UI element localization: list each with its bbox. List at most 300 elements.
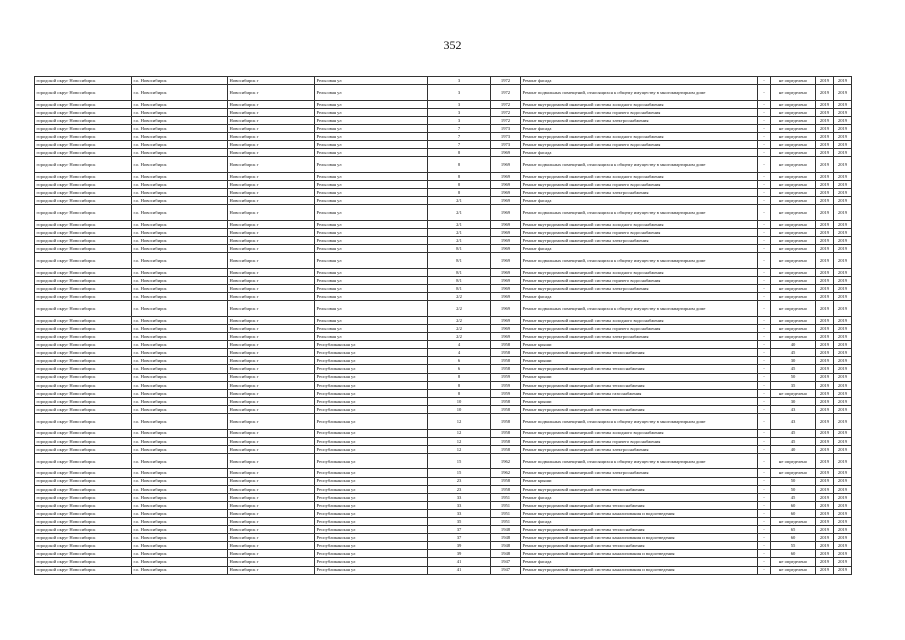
wear-cell: не определено (771, 157, 816, 173)
house-number-cell: 3 (428, 116, 491, 124)
house-number-cell: 2/1 (428, 237, 491, 245)
year-start-cell: 2019 (816, 108, 834, 116)
table-row (35, 365, 852, 373)
year-end-cell: 2019 (834, 100, 852, 108)
wear-cell: не определено (771, 197, 816, 205)
build-year-cell: 1972 (491, 100, 521, 108)
dash-cell: - (758, 365, 771, 373)
municipality-cell: городской округ Новосибирск (35, 253, 132, 269)
build-year-cell: 1972 (491, 77, 521, 85)
street-cell: Рельсовая ул (315, 141, 428, 149)
year-start-cell: 2019 (816, 349, 834, 357)
city-cell: Новосибирск г (228, 365, 315, 373)
work-type-cell: Ремонт фасада (521, 245, 758, 253)
house-number-cell: 15 (428, 469, 491, 477)
wear-cell: не определено (771, 518, 816, 526)
year-end-cell: 2019 (834, 181, 852, 189)
municipality-cell: городской округ Новосибирск (35, 197, 132, 205)
house-number-cell: 8 (428, 157, 491, 173)
year-end-cell: 2019 (834, 357, 852, 365)
street-cell: Республиканская ул (315, 558, 428, 566)
municipality-cell: городской округ Новосибирск (35, 301, 132, 317)
wear-cell: не определено (771, 566, 816, 574)
dash-cell: - (758, 558, 771, 566)
city-cell: Новосибирск г (228, 293, 315, 301)
street-cell: Рельсовая ул (315, 181, 428, 189)
wear-cell: 35 (771, 381, 816, 389)
city-cell: Новосибирск г (228, 558, 315, 566)
dash-cell: - (758, 566, 771, 574)
dash-cell: - (758, 509, 771, 517)
wear-cell: не определено (771, 181, 816, 189)
dash-cell: - (758, 526, 771, 534)
work-type-cell: Ремонт внутридомовой инженерной системы горячего водоснабжения (521, 229, 758, 237)
municipality-cell: городской округ Новосибирск (35, 397, 132, 405)
work-type-cell: Ремонт внутридомовой инженерной системы холодного водоснабжения (521, 220, 758, 228)
street-cell: Республиканская ул (315, 381, 428, 389)
work-type-cell: Ремонт внутридомовой инженерной системы электроснабжения (521, 445, 758, 453)
municipality-cell: городской округ Новосибирск (35, 276, 132, 284)
street-cell: Республиканская ул (315, 437, 428, 445)
city-cell: Новосибирск г (228, 172, 315, 180)
municipality-cell: городской округ Новосибирск (35, 324, 132, 332)
wear-cell: 60 (771, 501, 816, 509)
dash-cell: - (758, 141, 771, 149)
dash-cell: - (758, 316, 771, 324)
house-number-cell: 6 (428, 357, 491, 365)
city-cell: Новосибирск г (228, 229, 315, 237)
build-year-cell: 1969 (491, 172, 521, 180)
work-type-cell: Ремонт внутридомовой инженерной системы холодного водоснабжения (521, 172, 758, 180)
municipality-cell: городской округ Новосибирск (35, 405, 132, 413)
dash-cell: - (758, 389, 771, 397)
table-row (35, 566, 852, 574)
district-cell: г.о. Новосибирск (132, 453, 228, 469)
street-cell: Рельсовая ул (315, 268, 428, 276)
wear-cell: не определено (771, 172, 816, 180)
wear-cell: не определено (771, 453, 816, 469)
city-cell: Новосибирск г (228, 341, 315, 349)
work-type-cell: Ремонт внутридомовой инженерной системы канализования и водоотведения (521, 509, 758, 517)
build-year-cell: 1951 (491, 493, 521, 501)
district-cell: г.о. Новосибирск (132, 124, 228, 132)
table-row (35, 181, 852, 189)
work-type-cell: Ремонт фасада (521, 149, 758, 157)
street-cell: Республиканская ул (315, 453, 428, 469)
build-year-cell: 1969 (491, 333, 521, 341)
street-cell: Рельсовая ул (315, 124, 428, 132)
table-row (35, 501, 852, 509)
street-cell: Рельсовая ул (315, 172, 428, 180)
work-type-cell: Ремонт крыши (521, 357, 758, 365)
wear-cell: 40 (771, 445, 816, 453)
district-cell: г.о. Новосибирск (132, 229, 228, 237)
municipality-cell: городской округ Новосибирск (35, 534, 132, 542)
house-number-cell: 15 (428, 453, 491, 469)
house-number-cell: 2/2 (428, 301, 491, 317)
wear-cell: 55 (771, 542, 816, 550)
district-cell: г.о. Новосибирск (132, 493, 228, 501)
district-cell: г.о. Новосибирск (132, 141, 228, 149)
wear-cell: 50 (771, 477, 816, 485)
street-cell: Республиканская ул (315, 373, 428, 381)
dash-cell: - (758, 501, 771, 509)
wear-cell: не определено (771, 189, 816, 197)
work-type-cell: Ремонт фасада (521, 77, 758, 85)
city-cell: Новосибирск г (228, 534, 315, 542)
table-row (35, 453, 852, 469)
city-cell: Новосибирск г (228, 469, 315, 477)
district-cell: г.о. Новосибирск (132, 566, 228, 574)
work-type-cell: Ремонт фасада (521, 293, 758, 301)
city-cell: Новосибирск г (228, 324, 315, 332)
build-year-cell: 1947 (491, 566, 521, 574)
work-type-cell: Ремонт внутридомовой инженерной системы теплоснабжения (521, 501, 758, 509)
district-cell: г.о. Новосибирск (132, 405, 228, 413)
municipality-cell: городской округ Новосибирск (35, 493, 132, 501)
year-end-cell: 2019 (834, 268, 852, 276)
district-cell: г.о. Новосибирск (132, 381, 228, 389)
table-row (35, 469, 852, 477)
year-start-cell: 2019 (816, 124, 834, 132)
house-number-cell: 12 (428, 413, 491, 429)
street-cell: Рельсовая ул (315, 276, 428, 284)
repair-schedule-table (34, 76, 852, 575)
page-number: 352 (443, 38, 462, 52)
wear-cell: 60 (771, 534, 816, 542)
work-type-cell: Ремонт внутридомовой инженерной системы электроснабжения (521, 469, 758, 477)
district-cell: г.о. Новосибирск (132, 477, 228, 485)
table-row (35, 373, 852, 381)
year-end-cell: 2019 (834, 566, 852, 574)
house-number-cell: 41 (428, 558, 491, 566)
dash-cell: - (758, 108, 771, 116)
wear-cell: 50 (771, 485, 816, 493)
house-number-cell: 7 (428, 124, 491, 132)
work-type-cell: Ремонт подвальных помещений, относящихся к общему имуществу в многоквартирном доме (521, 85, 758, 101)
municipality-cell: городской округ Новосибирск (35, 566, 132, 574)
year-end-cell: 2019 (834, 189, 852, 197)
year-start-cell: 2019 (816, 285, 834, 293)
city-cell: Новосибирск г (228, 124, 315, 132)
build-year-cell: 1969 (491, 229, 521, 237)
year-start-cell: 2019 (816, 445, 834, 453)
year-end-cell: 2019 (834, 349, 852, 357)
house-number-cell: 2/1 (428, 229, 491, 237)
work-type-cell: Ремонт внутридомовой инженерной системы теплоснабжения (521, 349, 758, 357)
wear-cell: не определено (771, 268, 816, 276)
build-year-cell: 1948 (491, 550, 521, 558)
year-end-cell: 2019 (834, 501, 852, 509)
district-cell: г.о. Новосибирск (132, 365, 228, 373)
street-cell: Рельсовая ул (315, 253, 428, 269)
work-type-cell: Ремонт внутридомовой инженерной системы электроснабжения (521, 189, 758, 197)
work-type-cell: Ремонт внутридомовой инженерной системы холодного водоснабжения (521, 268, 758, 276)
table-row (35, 85, 852, 101)
build-year-cell: 1972 (491, 116, 521, 124)
build-year-cell: 1972 (491, 108, 521, 116)
wear-cell: не определено (771, 276, 816, 284)
table-row (35, 157, 852, 173)
street-cell: Республиканская ул (315, 550, 428, 558)
municipality-cell: городской округ Новосибирск (35, 477, 132, 485)
city-cell: Новосибирск г (228, 141, 315, 149)
dash-cell: - (758, 293, 771, 301)
table-row (35, 108, 852, 116)
dash-cell: - (758, 268, 771, 276)
municipality-cell: городской округ Новосибирск (35, 501, 132, 509)
district-cell: г.о. Новосибирск (132, 389, 228, 397)
year-end-cell: 2019 (834, 437, 852, 445)
municipality-cell: городской округ Новосибирск (35, 373, 132, 381)
wear-cell: 45 (771, 437, 816, 445)
build-year-cell: 1969 (491, 149, 521, 157)
municipality-cell: городской округ Новосибирск (35, 205, 132, 221)
dash-cell: - (758, 124, 771, 132)
wear-cell: 43 (771, 405, 816, 413)
year-end-cell: 2019 (834, 276, 852, 284)
year-end-cell: 2019 (834, 229, 852, 237)
wear-cell: 45 (771, 349, 816, 357)
year-start-cell: 2019 (816, 149, 834, 157)
house-number-cell: 8/1 (428, 245, 491, 253)
table-row (35, 542, 852, 550)
table-row (35, 477, 852, 485)
year-start-cell: 2019 (816, 189, 834, 197)
wear-cell: не определено (771, 324, 816, 332)
year-end-cell: 2019 (834, 365, 852, 373)
dash-cell: - (758, 133, 771, 141)
dash-cell: - (758, 437, 771, 445)
work-type-cell: Ремонт фасада (521, 124, 758, 132)
street-cell: Республиканская ул (315, 485, 428, 493)
year-end-cell: 2019 (834, 550, 852, 558)
table-row (35, 316, 852, 324)
city-cell: Новосибирск г (228, 301, 315, 317)
house-number-cell: 4 (428, 349, 491, 357)
build-year-cell: 1951 (491, 518, 521, 526)
district-cell: г.о. Новосибирск (132, 205, 228, 221)
city-cell: Новосибирск г (228, 509, 315, 517)
work-type-cell: Ремонт подвальных помещений, относящихся к общему имуществу в многоквартирном доме (521, 413, 758, 429)
year-start-cell: 2019 (816, 116, 834, 124)
street-cell: Республиканская ул (315, 341, 428, 349)
dash-cell: - (758, 181, 771, 189)
year-start-cell: 2019 (816, 237, 834, 245)
house-number-cell: 8 (428, 381, 491, 389)
wear-cell: 43 (771, 413, 816, 429)
table-row (35, 245, 852, 253)
table-row (35, 116, 852, 124)
street-cell: Рельсовая ул (315, 108, 428, 116)
build-year-cell: 1969 (491, 220, 521, 228)
city-cell: Новосибирск г (228, 237, 315, 245)
dash-cell: - (758, 357, 771, 365)
year-start-cell: 2019 (816, 357, 834, 365)
street-cell: Республиканская ул (315, 518, 428, 526)
street-cell: Рельсовая ул (315, 285, 428, 293)
house-number-cell: 8/1 (428, 276, 491, 284)
city-cell: Новосибирск г (228, 501, 315, 509)
build-year-cell: 1948 (491, 542, 521, 550)
year-end-cell: 2019 (834, 534, 852, 542)
dash-cell: - (758, 172, 771, 180)
work-type-cell: Ремонт внутридомовой инженерной системы газоснабжения (521, 389, 758, 397)
house-number-cell: 2/2 (428, 316, 491, 324)
district-cell: г.о. Новосибирск (132, 181, 228, 189)
year-end-cell: 2019 (834, 373, 852, 381)
municipality-cell: городской округ Новосибирск (35, 141, 132, 149)
year-end-cell: 2019 (834, 205, 852, 221)
year-start-cell: 2019 (816, 453, 834, 469)
street-cell: Республиканская ул (315, 389, 428, 397)
municipality-cell: городской округ Новосибирск (35, 453, 132, 469)
table-row (35, 333, 852, 341)
year-start-cell: 2019 (816, 100, 834, 108)
house-number-cell: 2/1 (428, 197, 491, 205)
build-year-cell: 1973 (491, 133, 521, 141)
build-year-cell: 1958 (491, 341, 521, 349)
wear-cell: не определено (771, 108, 816, 116)
municipality-cell: городской округ Новосибирск (35, 526, 132, 534)
house-number-cell: 33 (428, 509, 491, 517)
table-row (35, 405, 852, 413)
year-end-cell: 2019 (834, 542, 852, 550)
year-start-cell: 2019 (816, 220, 834, 228)
district-cell: г.о. Новосибирск (132, 149, 228, 157)
year-start-cell: 2019 (816, 276, 834, 284)
street-cell: Рельсовая ул (315, 333, 428, 341)
build-year-cell: 1947 (491, 558, 521, 566)
house-number-cell: 10 (428, 397, 491, 405)
year-end-cell: 2019 (834, 149, 852, 157)
build-year-cell: 1973 (491, 124, 521, 132)
house-number-cell: 3 (428, 108, 491, 116)
street-cell: Республиканская ул (315, 397, 428, 405)
build-year-cell: 1958 (491, 445, 521, 453)
dash-cell: - (758, 301, 771, 317)
work-type-cell: Ремонт внутридомовой инженерной системы холодного водоснабжения (521, 429, 758, 437)
work-type-cell: Ремонт крыши (521, 341, 758, 349)
build-year-cell: 1958 (491, 357, 521, 365)
dash-cell: - (758, 85, 771, 101)
build-year-cell: 1969 (491, 197, 521, 205)
build-year-cell: 1969 (491, 253, 521, 269)
work-type-cell: Ремонт внутридомовой инженерной системы теплоснабжения (521, 485, 758, 493)
build-year-cell: 1958 (491, 477, 521, 485)
work-type-cell: Ремонт внутридомовой инженерной системы канализования и водоотведения (521, 566, 758, 574)
city-cell: Новосибирск г (228, 493, 315, 501)
street-cell: Рельсовая ул (315, 133, 428, 141)
street-cell: Рельсовая ул (315, 157, 428, 173)
street-cell: Республиканская ул (315, 469, 428, 477)
work-type-cell: Ремонт крыши (521, 373, 758, 381)
house-number-cell: 8 (428, 172, 491, 180)
work-type-cell: Ремонт внутридомовой инженерной системы теплоснабжения (521, 405, 758, 413)
municipality-cell: городской округ Новосибирск (35, 108, 132, 116)
build-year-cell: 1969 (491, 237, 521, 245)
house-number-cell: 4 (428, 341, 491, 349)
municipality-cell: городской округ Новосибирск (35, 485, 132, 493)
build-year-cell: 1958 (491, 437, 521, 445)
wear-cell: 45 (771, 365, 816, 373)
district-cell: г.о. Новосибирск (132, 237, 228, 245)
build-year-cell: 1959 (491, 381, 521, 389)
dash-cell: - (758, 205, 771, 221)
dash-cell: - (758, 197, 771, 205)
city-cell: Новосибирск г (228, 389, 315, 397)
municipality-cell: городской округ Новосибирск (35, 245, 132, 253)
build-year-cell: 1958 (491, 485, 521, 493)
dash-cell: - (758, 341, 771, 349)
year-start-cell: 2019 (816, 550, 834, 558)
work-type-cell: Ремонт крыши (521, 477, 758, 485)
build-year-cell: 1969 (491, 189, 521, 197)
table-row (35, 429, 852, 437)
house-number-cell: 3 (428, 77, 491, 85)
district-cell: г.о. Новосибирск (132, 526, 228, 534)
city-cell: Новосибирск г (228, 349, 315, 357)
work-type-cell: Ремонт внутридомовой инженерной системы теплоснабжения (521, 526, 758, 534)
table-row (35, 285, 852, 293)
street-cell: Рельсовая ул (315, 229, 428, 237)
wear-cell: 30 (771, 357, 816, 365)
district-cell: г.о. Новосибирск (132, 437, 228, 445)
street-cell: Республиканская ул (315, 493, 428, 501)
build-year-cell: 1962 (491, 453, 521, 469)
district-cell: г.о. Новосибирск (132, 542, 228, 550)
year-end-cell: 2019 (834, 477, 852, 485)
house-number-cell: 8 (428, 189, 491, 197)
dash-cell: - (758, 77, 771, 85)
year-start-cell: 2019 (816, 485, 834, 493)
house-number-cell: 23 (428, 485, 491, 493)
dash-cell: - (758, 285, 771, 293)
municipality-cell: городской округ Новосибирск (35, 333, 132, 341)
house-number-cell: 33 (428, 501, 491, 509)
street-cell: Рельсовая ул (315, 220, 428, 228)
district-cell: г.о. Новосибирск (132, 509, 228, 517)
district-cell: г.о. Новосибирск (132, 253, 228, 269)
municipality-cell: городской округ Новосибирск (35, 149, 132, 157)
municipality-cell: городской округ Новосибирск (35, 157, 132, 173)
work-type-cell: Ремонт подвальных помещений, относящихся к общему имуществу в многоквартирном доме (521, 453, 758, 469)
build-year-cell: 1969 (491, 276, 521, 284)
year-end-cell: 2019 (834, 429, 852, 437)
year-end-cell: 2019 (834, 469, 852, 477)
district-cell: г.о. Новосибирск (132, 445, 228, 453)
year-end-cell: 2019 (834, 108, 852, 116)
work-type-cell: Ремонт внутридомовой инженерной системы горячего водоснабжения (521, 108, 758, 116)
municipality-cell: городской округ Новосибирск (35, 509, 132, 517)
street-cell: Рельсовая ул (315, 116, 428, 124)
work-type-cell: Ремонт внутридомовой инженерной системы холодного водоснабжения (521, 133, 758, 141)
year-end-cell: 2019 (834, 405, 852, 413)
year-end-cell: 2019 (834, 558, 852, 566)
city-cell: Новосибирск г (228, 157, 315, 173)
city-cell: Новосибирск г (228, 149, 315, 157)
dash-cell: - (758, 542, 771, 550)
wear-cell: не определено (771, 149, 816, 157)
build-year-cell: 1969 (491, 181, 521, 189)
city-cell: Новосибирск г (228, 550, 315, 558)
year-start-cell: 2019 (816, 558, 834, 566)
year-end-cell: 2019 (834, 237, 852, 245)
district-cell: г.о. Новосибирск (132, 293, 228, 301)
wear-cell: не определено (771, 220, 816, 228)
work-type-cell: Ремонт внутридомовой инженерной системы канализования и водоотведения (521, 534, 758, 542)
house-number-cell: 6 (428, 365, 491, 373)
